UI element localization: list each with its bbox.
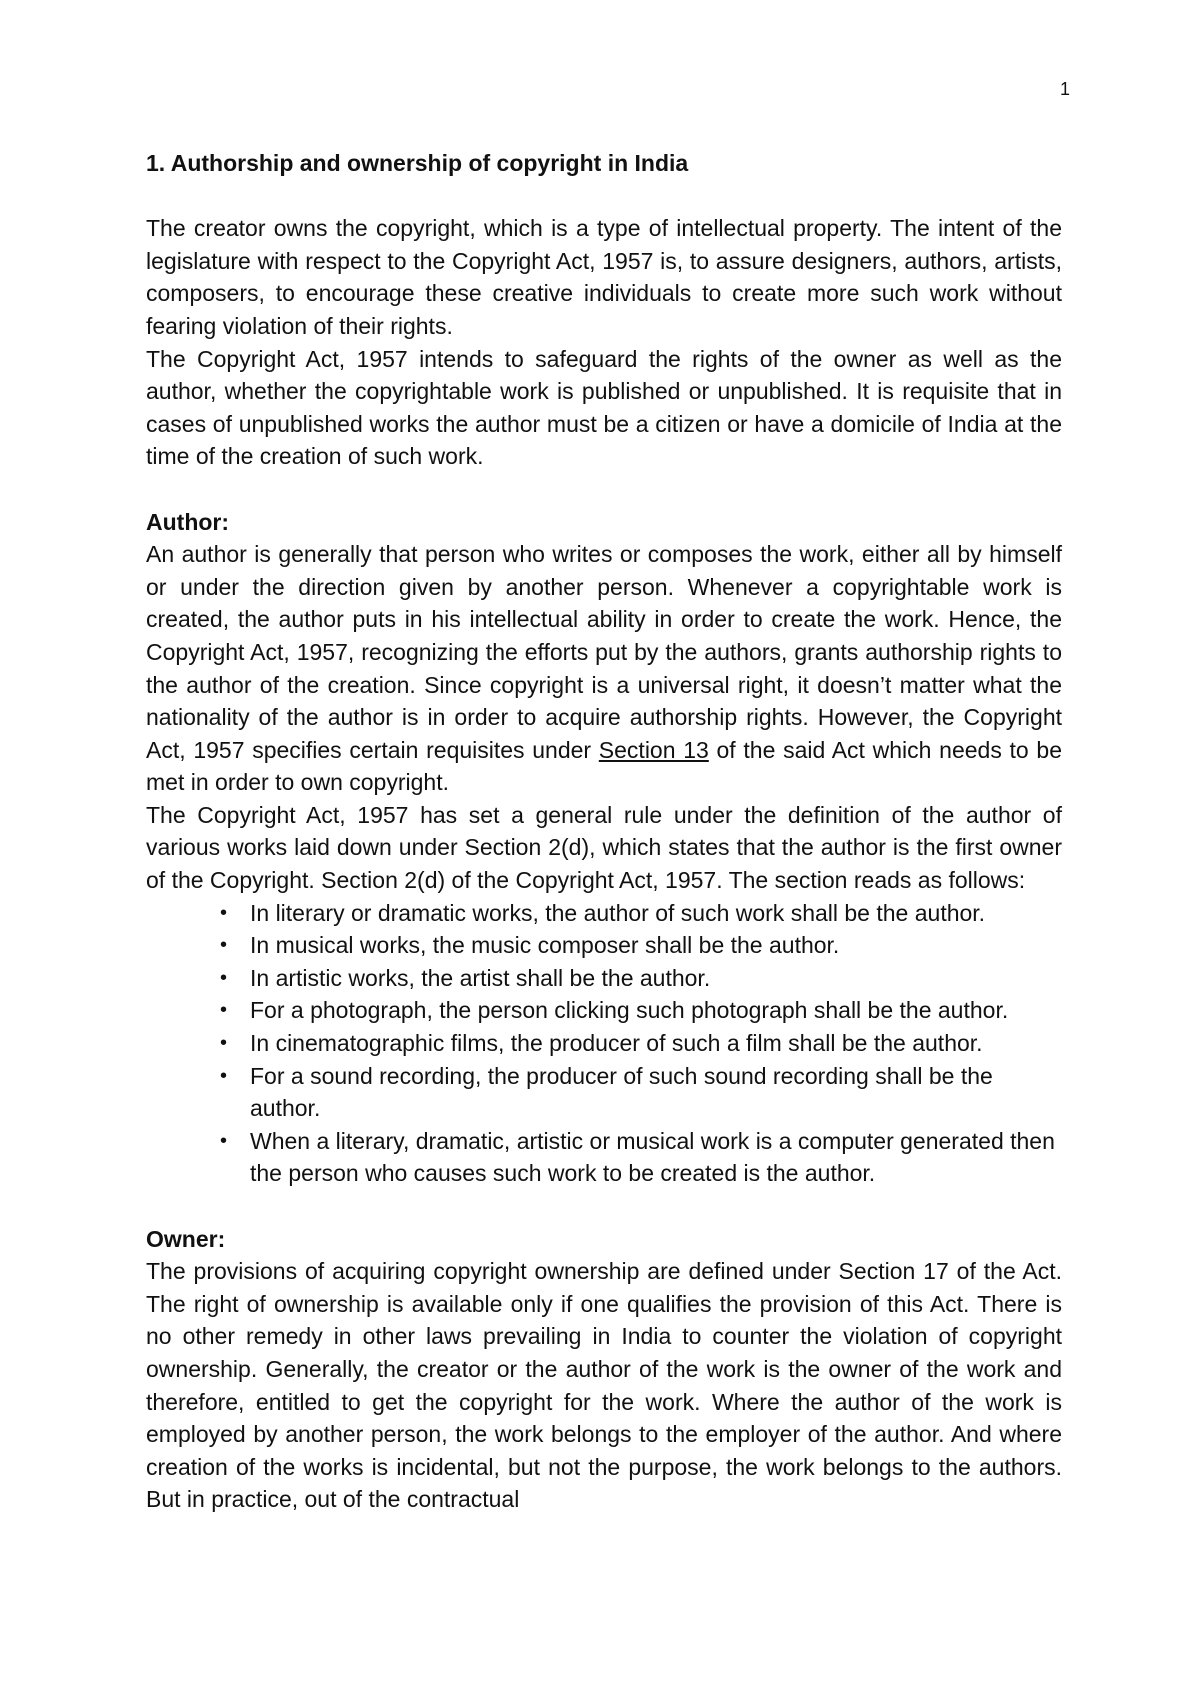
bullet-icon: • (220, 999, 228, 1022)
author-paragraph-1 (146, 538, 1062, 799)
page-number: 1 (1059, 79, 1070, 99)
bullet-icon: • (220, 1129, 228, 1152)
list-item-text: For a sound recording, the producer of such sound recording shall be the author. (250, 1062, 993, 1122)
spacer (146, 1190, 1062, 1223)
intro-paragraph-1: The creator owns the copyright, which is a type of intellectual property. The intent of the legislature with respect to the Copyright Act, 1957 is, to assure designers, authors, artists, composers, to encourage these creative individuals to create more such work without fearing violation of their rights. (146, 215, 1062, 339)
list-item-text: In literary or dramatic works, the author of such work shall be the author. (250, 899, 986, 926)
author-paragraph-1-text: An author is generally that person who writes or composes the work, either all by himself or under the direction given by another person. Whenever a copyrightable work is created, the author puts in his intellectual ability in order to create the work. Hence, the Copyright Act, 1957, recognizing the efforts put by the authors, grants authorship rights to the author of the creation. Since copyright is a universal right, it doesn’t matter what the nationality of the author is in order to acquire authorship rights. However, the Copyright Act, 1957 specifies certain requisites under (146, 541, 1062, 763)
list-item (220, 1060, 1062, 1125)
intro-paragraph-2: The Copyright Act, 1957 intends to safeguard the rights of the owner as well as the author, whether the copyrightable work is published or unpublished. It is requisite that in cases of unpublished works the author must be a citizen or have a domicile of India at the time of the creation of such work. (146, 345, 1062, 470)
list-item-text: In artistic works, the artist shall be the author. (250, 964, 711, 991)
list-item-text: For a photograph, the person clicking such photograph shall be the author. (250, 997, 1009, 1024)
bullet-icon: • (220, 934, 228, 957)
bullet-icon: • (220, 1064, 228, 1087)
bullet-icon: • (220, 1032, 228, 1055)
owner-paragraph-1: The provisions of acquiring copyright ownership are defined under Section 17 of the Act. The right of ownership is available only if one qualifies the provision of this Act. There is no other remedy in other laws prevailing in India to counter the violation of copyright ownership. Generally, the creator or the author of the work is the owner of the work and therefore, entitled to get the copyright for the work. Where the author of the work is employed by another person, the work belongs to the employer of the author. And where creation of the works is incidental, but not the purpose, the work belongs to the authors. But in practice, out of the contractual (146, 1258, 1062, 1513)
author-definition-list (146, 897, 1062, 1190)
owner-heading: Owner: (146, 1225, 226, 1252)
document-title: 1. Authorship and ownership of copyright in India (146, 150, 689, 176)
author-paragraph-1-tail: of the said Act which needs to be met in order to own copyright. (146, 736, 1062, 796)
section-13-link[interactable]: Section 13 (598, 736, 709, 763)
list-item-text: In musical works, the music composer shall be the author. (250, 932, 840, 959)
bullet-icon: • (220, 966, 228, 989)
author-heading: Author: (146, 508, 230, 535)
list-item-text: In cinematographic films, the producer of such a film shall be the author. (250, 1030, 983, 1057)
author-paragraph-2: The Copyright Act, 1957 has set a general rule under the definition of the author of various works laid down under Section 2(d), which states that the author is the first owner of the Copyright. Section 2(d) of the Copyright Act, 1957. The section reads as follows: (146, 801, 1062, 894)
document-body (146, 147, 1062, 1516)
list-item (220, 897, 1062, 930)
list-item (220, 962, 1062, 995)
list-item (220, 929, 1062, 962)
spacer (146, 473, 1062, 506)
list-item (220, 1027, 1062, 1060)
list-item (220, 1125, 1062, 1190)
bullet-icon: • (220, 901, 228, 924)
list-item-text: When a literary, dramatic, artistic or musical work is a computer generated then the person who causes such work to be created is the author. (250, 1127, 1055, 1187)
spacer (146, 180, 1062, 213)
list-item (220, 994, 1062, 1027)
